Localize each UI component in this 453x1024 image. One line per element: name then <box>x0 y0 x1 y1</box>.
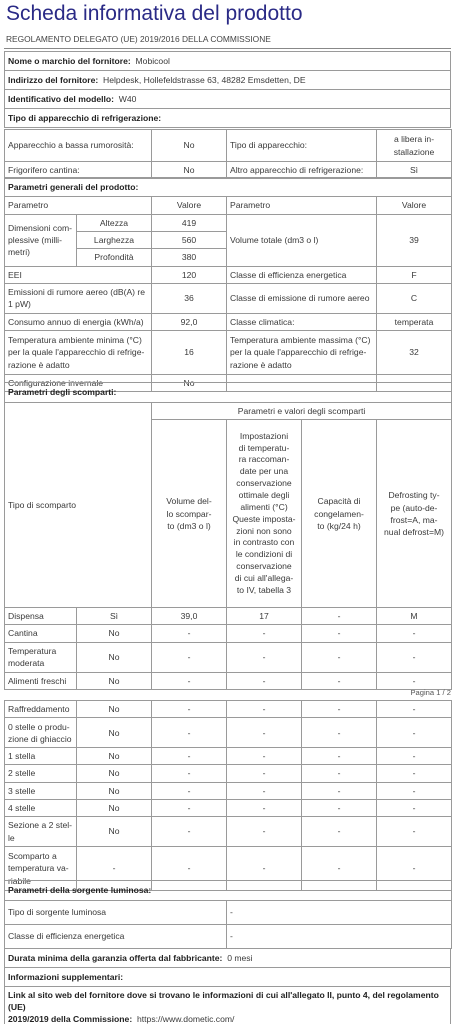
compartment-name: Sezione a 2 stel- le <box>5 817 77 847</box>
link-label: Link al sito web del fornitore dove si trovano le informazioni di cui all'allegato II, punto 4, del regolamento (UE) <box>8 990 439 1013</box>
noise-emission-label: Emissioni di rumore aereo (dB(A) re 1 pW) <box>5 283 152 313</box>
compartment-defrost: - <box>377 782 452 799</box>
noise-class-value: C <box>377 283 452 313</box>
compartment-defrost: - <box>377 701 452 718</box>
compartment-present: No <box>77 748 152 765</box>
guarantee-label: Durata minima della garanzia offerta dal fabbricante: <box>8 952 223 963</box>
compartment-row <box>5 701 452 718</box>
compartment-row <box>5 765 452 782</box>
appliance-type-heading: Tipo di apparecchio di refrigerazione: <box>5 109 451 128</box>
depth-value: 380 <box>152 249 227 266</box>
compartment-defrost: - <box>377 847 452 891</box>
compartment-freeze: - <box>302 718 377 748</box>
compartment-present: No <box>77 642 152 672</box>
compartment-temp: - <box>227 625 302 642</box>
compartment-temp: - <box>227 701 302 718</box>
supplier-value: Mobicool <box>135 55 170 66</box>
compartment-freeze: - <box>302 799 377 816</box>
compartment-defrost: - <box>377 748 452 765</box>
compartment-name: Alimenti freschi <box>5 672 77 689</box>
compartment-freeze: - <box>302 847 377 891</box>
defrosting-type-header: Defrosting ty- pe (auto-de- frost=A, ma- nual defrost=M) <box>377 420 452 608</box>
annual-consumption-value: 92,0 <box>152 313 227 330</box>
compartment-temp: - <box>227 847 302 891</box>
model-row <box>5 90 451 109</box>
compartment-volume: - <box>152 642 227 672</box>
compartment-temp: - <box>227 817 302 847</box>
compartment-name: 4 stelle <box>5 799 77 816</box>
compartment-present: No <box>77 799 152 816</box>
compartment-name: Scomparto a temperatura va- riabile <box>5 847 77 891</box>
total-volume-label: Volume totale (dm3 o l) <box>227 215 377 267</box>
compartment-defrost: - <box>377 718 452 748</box>
general-col-value-2: Valore <box>377 197 452 215</box>
compartment-name: Temperatura moderata <box>5 642 77 672</box>
height-label: Altezza <box>77 215 152 232</box>
volume-header: Volume del- lo scompar- to (dm3 o l) <box>152 420 227 608</box>
compartment-present: No <box>77 765 152 782</box>
address-row <box>5 71 451 90</box>
compartment-freeze: - <box>302 608 377 625</box>
light-type-value: - <box>227 901 452 925</box>
climate-class-value: temperata <box>377 313 452 330</box>
compartment-name: Cantina <box>5 625 77 642</box>
regulation-subtitle: REGOLAMENTO DELEGATO (UE) 2019/2016 DELLA COMMISSIONE <box>6 34 271 44</box>
general-col-value: Valore <box>152 197 227 215</box>
title-divider <box>4 48 451 49</box>
compartment-defrost: - <box>377 799 452 816</box>
compartment-name: Dispensa <box>5 608 77 625</box>
compartment-type-header: Tipo di scomparto <box>5 403 152 608</box>
address-label: Indirizzo del fornitore: <box>8 74 99 85</box>
compartment-present: No <box>77 782 152 799</box>
compartment-volume: - <box>152 672 227 689</box>
compartment-name: 1 stella <box>5 748 77 765</box>
eei-label: EEI <box>5 266 152 283</box>
compartment-defrost: - <box>377 642 452 672</box>
supplier-label: Nome o marchio del fornitore: <box>8 55 131 66</box>
supplier-row <box>5 52 451 71</box>
width-value: 560 <box>152 232 227 249</box>
compartment-volume: - <box>152 625 227 642</box>
compartment-temp: - <box>227 782 302 799</box>
compartment-freeze: - <box>302 765 377 782</box>
compartment-temp: 17 <box>227 608 302 625</box>
address-value: Helpdesk, Hollefeldstrasse 63, 48282 Emsdetten, DE <box>103 74 306 85</box>
max-temp-label: Temperatura ambiente massima (°C) per la quale l'apparecchio di refrige- razione è adatto <box>227 331 377 375</box>
appliance-type-table <box>4 129 452 179</box>
compartment-freeze: - <box>302 782 377 799</box>
compartment-temp: - <box>227 718 302 748</box>
compartment-defrost: - <box>377 672 452 689</box>
compartment-defrost: - <box>377 765 452 782</box>
dimensions-label: Dimensioni com- plessive (milli- metri) <box>5 215 77 267</box>
compartment-present: No <box>77 718 152 748</box>
wine-cooler-value: No <box>152 162 227 179</box>
compartment-params-header: Parametri e valori degli scomparti <box>152 403 452 420</box>
freezing-capacity-header: Capacità di congelamen- to (kg/24 h) <box>302 420 377 608</box>
temperature-settings-header: Impostazioni di temperatu- ra raccoman- date per una conservazione ottimale degli alimenti (°C) Queste imposta- zioni non sono in contrasto con le condizioni di conservazione di cui all'allega- to IV, tabella 3 <box>227 420 302 608</box>
page-title: Scheda informativa del prodotto <box>6 2 303 25</box>
compartment-row <box>5 782 452 799</box>
compartment-freeze: - <box>302 625 377 642</box>
low-noise-label: Apparecchio a bassa rumorosità: <box>5 130 152 162</box>
compartment-name: 2 stelle <box>5 765 77 782</box>
compartment-temp: - <box>227 748 302 765</box>
other-appliance-value: Sì <box>377 162 452 179</box>
page-number: Pagina 1 / 2 <box>410 688 451 697</box>
model-value: W40 <box>118 93 137 104</box>
light-class-value: - <box>227 925 452 949</box>
compartment-freeze: - <box>302 672 377 689</box>
compartments-table-continued <box>4 700 452 891</box>
max-temp-value: 32 <box>377 331 452 375</box>
compartment-present: No <box>77 701 152 718</box>
supplier-website-link[interactable]: https://www.dometic.com/ <box>136 1014 235 1024</box>
compartment-name: Raffreddamento <box>5 701 77 718</box>
min-temp-value: 16 <box>152 331 227 375</box>
energy-class-value: F <box>377 266 452 283</box>
climate-class-label: Classe climatica: <box>227 313 377 330</box>
general-section-title: Parametri generali del prodotto: <box>5 178 452 197</box>
total-volume-value: 39 <box>377 215 452 267</box>
noise-class-label: Classe di emissione di rumore aereo <box>227 283 377 313</box>
noise-emission-value: 36 <box>152 283 227 313</box>
compartment-volume: 39,0 <box>152 608 227 625</box>
model-label: Identificativo del modello: <box>8 93 114 104</box>
supplier-link-row <box>5 987 451 1024</box>
supplier-info-table <box>4 51 451 128</box>
compartment-volume: - <box>152 765 227 782</box>
compartment-volume: - <box>152 799 227 816</box>
compartment-defrost: - <box>377 625 452 642</box>
compartment-row <box>5 672 452 689</box>
design-type-value: a libera in- stallazione <box>377 130 452 162</box>
supplementary-table <box>4 948 451 1024</box>
compartments-table <box>4 382 452 690</box>
compartment-present: - <box>77 847 152 891</box>
general-col-param: Parametro <box>5 197 152 215</box>
light-class-label: Classe di efficienza energetica <box>5 925 227 949</box>
compartment-volume: - <box>152 718 227 748</box>
compartment-freeze: - <box>302 701 377 718</box>
compartment-name: 3 stelle <box>5 782 77 799</box>
compartment-name: 0 stelle o produ- zione di ghiaccio <box>5 718 77 748</box>
compartment-present: No <box>77 817 152 847</box>
annual-consumption-label: Consumo annuo di energia (kWh/a) <box>5 313 152 330</box>
compartment-freeze: - <box>302 642 377 672</box>
min-temp-label: Temperatura ambiente minima (°C) per la quale l'apparecchio di refrige- razione è adatto <box>5 331 152 375</box>
eei-value: 120 <box>152 266 227 283</box>
compartment-temp: - <box>227 765 302 782</box>
compartments-section-title: Parametri degli scomparti: <box>5 383 452 403</box>
compartment-temp: - <box>227 799 302 816</box>
compartment-row <box>5 608 452 625</box>
compartment-present: No <box>77 625 152 642</box>
compartment-present: Sì <box>77 608 152 625</box>
low-noise-value: No <box>152 130 227 162</box>
height-value: 419 <box>152 215 227 232</box>
compartment-volume: - <box>152 701 227 718</box>
compartment-row <box>5 799 452 816</box>
compartment-row <box>5 625 452 642</box>
light-source-table <box>4 880 452 949</box>
compartment-volume: - <box>152 847 227 891</box>
compartment-freeze: - <box>302 748 377 765</box>
compartment-volume: - <box>152 817 227 847</box>
compartment-temp: - <box>227 672 302 689</box>
supplementary-title: Informazioni supplementari: <box>5 968 451 987</box>
compartment-freeze: - <box>302 817 377 847</box>
energy-class-label: Classe di efficienza energetica <box>227 266 377 283</box>
compartment-present: No <box>77 672 152 689</box>
winter-config-label: Configurazione invernale <box>5 375 152 392</box>
compartment-temp: - <box>227 642 302 672</box>
design-type-label: Tipo di apparecchio: <box>227 130 377 162</box>
general-parameters-table <box>4 177 452 392</box>
light-type-label: Tipo di sorgente luminosa <box>5 901 227 925</box>
compartment-row <box>5 748 452 765</box>
compartment-row <box>5 817 452 847</box>
compartment-row <box>5 642 452 672</box>
depth-label: Profondità <box>77 249 152 266</box>
width-label: Larghezza <box>77 232 152 249</box>
guarantee-value: 0 mesi <box>227 952 253 963</box>
compartment-volume: - <box>152 782 227 799</box>
general-col-param-2: Parametro <box>227 197 377 215</box>
compartment-volume: - <box>152 748 227 765</box>
compartment-defrost: - <box>377 817 452 847</box>
winter-config-value: No <box>152 375 227 392</box>
guarantee-row <box>5 949 451 968</box>
other-appliance-label: Altro apparecchio di refrigerazione: <box>227 162 377 179</box>
wine-cooler-label: Frigorifero cantina: <box>5 162 152 179</box>
link-label-2: 2019/2019 della Commissione: <box>8 1014 133 1024</box>
compartment-row <box>5 718 452 748</box>
light-section-title: Parametri della sorgente luminosa: <box>5 881 452 901</box>
compartment-defrost: M <box>377 608 452 625</box>
